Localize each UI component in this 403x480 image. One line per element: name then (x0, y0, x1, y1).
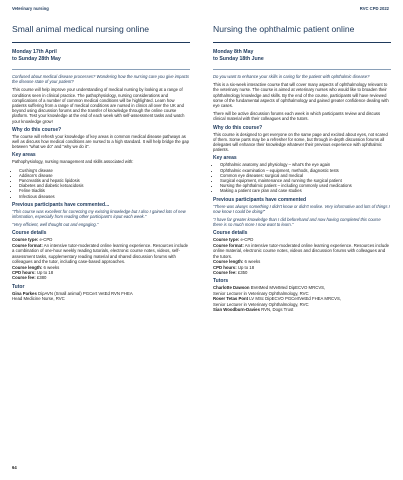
tutor-name: Sian Woodburn-Davies (213, 306, 260, 312)
key-areas-intro: Pathophysiology, nursing management and skills associated with: (12, 159, 134, 165)
list-item: • Feline triaditis (19, 188, 190, 193)
tutor-name: Charlotte Dawson (213, 285, 250, 291)
publication-label: RVC CPD 2022 (359, 6, 389, 11)
list-item: • Common eye diseases: surgical and medical (220, 173, 391, 178)
value: e-CPD (39, 237, 53, 243)
course-ophthalmic-nursing (213, 24, 391, 312)
why-heading: Why do this course? (213, 124, 263, 131)
course-description: This course will help improve your understanding of medical nursing by looking at a range of conditions seen in clinical practice. The pathophysiology, nursing considerations and complications of a number of common medical conditions will be highlighted. Learn how patients suffering from a range of medical conditions are nursed in clinics all over the UK and beyond using discussion forums and the transfer of knowledge through the online course platform. Test your knowledge at the end of each week with self-assessment tasks and watch your knowledge grow! (12, 87, 185, 124)
course-title: Small animal medical nursing online (12, 24, 190, 43)
value: 6 weeks (43, 264, 60, 270)
value: £350 (237, 269, 248, 275)
label: Course length: (213, 259, 244, 265)
details-heading: Course details (12, 230, 47, 237)
label: Course format: (12, 242, 43, 248)
date-start: Monday 8th May (213, 49, 254, 55)
course-fee (12, 275, 190, 280)
label: Course format: (213, 242, 244, 248)
tutor-heading: Tutor (12, 283, 25, 290)
list-item: • Pancreatitis and hepatic lipidosis (19, 178, 190, 183)
value: Up to 18 (36, 269, 54, 275)
value: e-CPD (240, 237, 254, 243)
key-areas-list (213, 162, 391, 193)
tutor (213, 307, 391, 312)
why-body: The course will refresh your knowledge of key areas in common medical disease pathways as well as discuss how medical conditions are nursed to a high standard. It will help bridge the gap between "what we do" and "why we do it". (12, 133, 189, 150)
list-item: • Cushing's disease (19, 168, 190, 173)
label: CPD hours: (213, 264, 237, 270)
value: An intensive tutor-moderated online learning experience. Resources include online material, electronic course notes, videos and discussion forums with colleagues and the tutors. (213, 242, 390, 259)
value: An intensive tutor-moderated online learning experience. Resources include a combination of one-hour weekly reading tutorials, electronic course notes, videos, self-assessment tasks, supplementary reading material and shared discussion forums with colleagues and the tutor, including case-based approaches. (12, 242, 189, 265)
tutor-credentials: DipAVN (Small animal) PGCert VetEd RVN FHEA (38, 290, 133, 296)
label: Course fee: (213, 269, 237, 275)
course-description-2: There will be active discussion forums each week in which participants review and discuss clinical material with their colleagues and the tutors. (213, 111, 381, 122)
label: CPD hours: (12, 269, 36, 275)
key-areas-heading: Key areas (213, 155, 237, 162)
date-end: to Sunday 28th May (12, 55, 61, 62)
list-item: • Surgical equipment, maintenance and running the surgical patient (220, 178, 391, 183)
tutors-heading: Tutors (213, 278, 229, 285)
details-heading: Course details (213, 230, 248, 237)
page-number: 64 (12, 465, 17, 470)
why-heading: Why do this course? (12, 126, 62, 133)
label: Course type: (12, 237, 39, 243)
why-body: This course is designed to get everyone on the same page and excited about eyes, not scared of them. Some parts may be a refresher for some, but through in-depth discussion forums all delegates will enhance their knowledge whatever their previous experience with ophthalmic patients. (213, 131, 388, 153)
course-format (213, 243, 391, 259)
list-item: • Diabetes and diabetic ketoacidosis (19, 183, 190, 188)
course-format (12, 243, 190, 265)
tutor-credentials: LV MSc DipECVO PGCertVetEd FHEA MRCVS, (249, 296, 342, 302)
course-title: Nursing the ophthalmic patient online (213, 24, 391, 43)
list-item: • Ophthalmic examination – equipment, methods, diagnostic tests (220, 168, 391, 173)
value: £380 (36, 275, 47, 281)
list-item: • Nursing the ophthalmic patient – including commonly used medications (220, 183, 391, 188)
testimonial: "There was always something I didn't know or didn't realise. Very informative and lots of things I now know I could be doing!" (213, 203, 390, 214)
key-areas-list (12, 168, 190, 199)
tutor-role: Senior Lecturer in Veterinary Ophthalmology, RVC (213, 301, 309, 307)
comments-heading: Previous participants have commented (213, 196, 307, 203)
date-end: to Sunday 18th June (213, 55, 264, 62)
tutor-name: Gina Parkes (12, 290, 37, 296)
label: Course type: (213, 237, 240, 243)
course-description: This is a six-week interactive course that will cover many aspects of ophthalmology relevant to the veterinary nurse. The course is aimed at veterinary nurses who would like to broaden their ophthalmology knowledge and skills. By the end of the course, participants will have reviewed some of the fundamental aspects of ophthalmology and gained greater confidence dealing with eye cases. (213, 82, 389, 109)
section-label: Veterinary nursing (12, 6, 49, 11)
list-item: • Addison's disease (19, 173, 190, 178)
course-dates (12, 49, 190, 69)
date-start: Monday 17th April (12, 49, 57, 55)
tutor-credentials: RVN, Dogs Trust (261, 306, 294, 312)
list-item: • Ophthalmic anatomy and physiology – what's the eye again (220, 162, 391, 167)
course-medical-nursing (12, 24, 190, 302)
tutor-name: Roser Tetas Pont (213, 296, 249, 302)
course-dates (213, 49, 391, 69)
testimonial: "This course was excellent for correcting my existing knowledge but I also I gained lots of new information, especially from reading other participant's input each week." (12, 208, 186, 220)
value: Up to 18 (237, 264, 255, 270)
divider (213, 69, 391, 70)
label: Course length: (12, 264, 43, 270)
course-intro: Confused about medical disease processes? Wondering how the nursing care you give impacts the disease state of your patient? (12, 74, 190, 85)
value: 6 weeks (244, 259, 261, 265)
course-fee (213, 270, 391, 275)
list-item: • Making a patient care plan and case studies (220, 188, 391, 193)
label: Course fee: (12, 275, 36, 281)
tutor-role: Senior Lecturer in Veterinary Ophthalmology, RVC (213, 290, 309, 296)
list-item: • Infectious diseases (19, 194, 190, 199)
divider (12, 69, 190, 70)
key-areas-heading: Key areas (12, 152, 36, 159)
course-intro: Do you want to enhance your skills in caring for the patient with ophthalmic disease? (213, 74, 370, 79)
tutor-role: Head Medicine Nurse, RVC (12, 296, 65, 302)
tutor-credentials: BVetMed MVetMed DipECVO MRCVS, (250, 285, 326, 291)
comments-heading: Previous participants have commented... (12, 201, 110, 208)
testimonial: "Very efficient, well thought out and engaging." (12, 222, 99, 228)
testimonial: "I have far greater knowledge than I did beforehand and now having completed this course there is so much more I now want to learn." (213, 217, 381, 228)
